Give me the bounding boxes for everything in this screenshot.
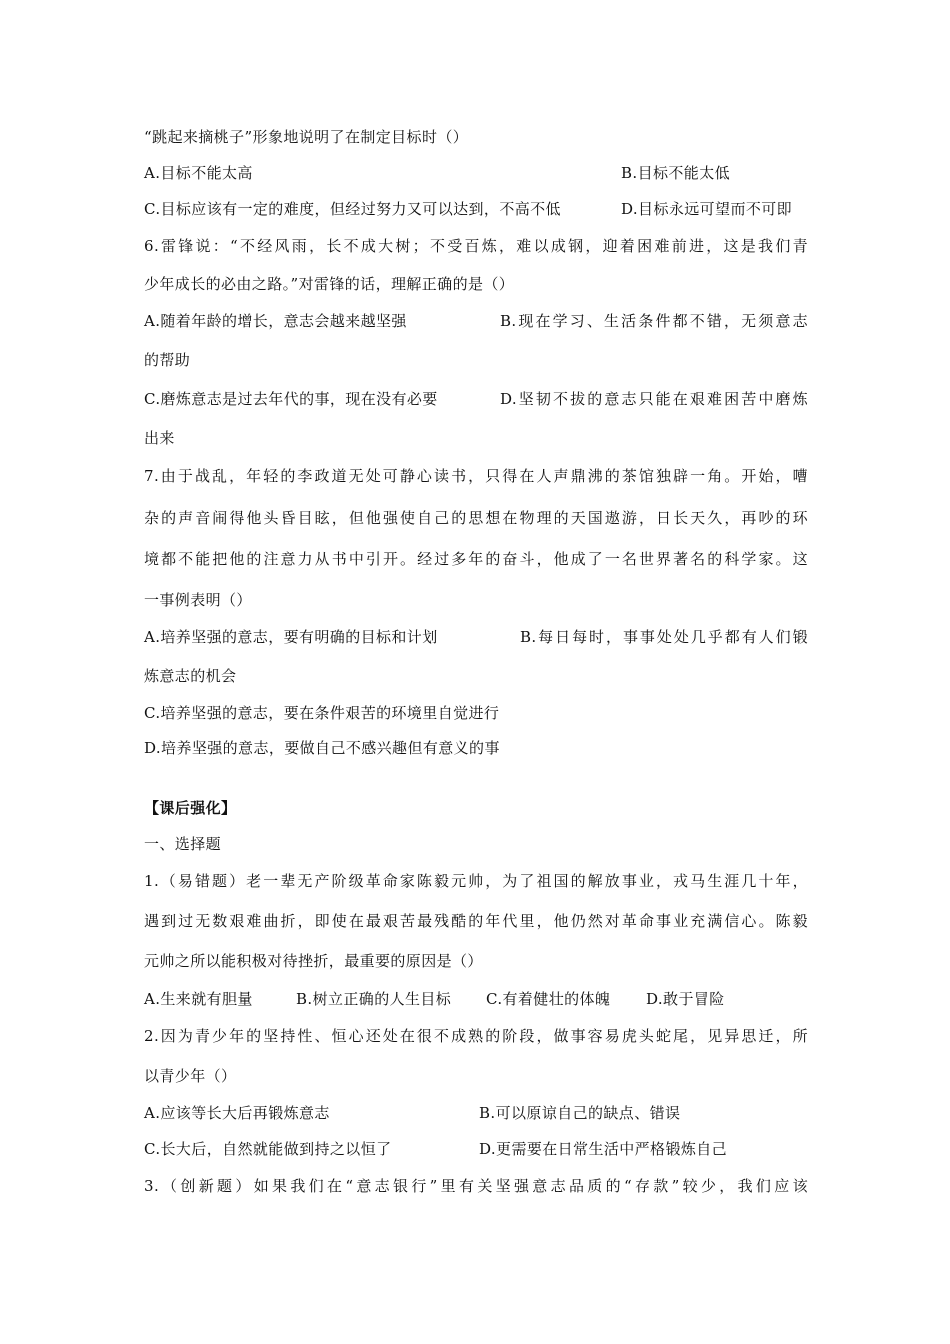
section-question-1-stem-line-3: 元帅之所以能积极对待挫折，最重要的原因是（）: [144, 952, 483, 970]
question-5-option-c: C.目标应该有一定的难度，但经过努力又可以达到，不高不低: [144, 200, 561, 218]
section-title: 【课后强化】: [144, 799, 237, 817]
question-6-option-d-line-2: 出来: [144, 429, 175, 447]
section-question-2-stem-line-1: 2.因为青少年的坚持性、恒心还处在很不成熟的阶段，做事容易虎头蛇尾，见异思迁，所: [144, 1027, 808, 1045]
question-7-option-b-line-1: B.每日每时，事事处处几乎都有人们锻: [520, 628, 808, 646]
section-question-2-option-b: B.可以原谅自己的缺点、错误: [479, 1104, 681, 1122]
section-question-1-option-b: B.树立正确的人生目标: [296, 990, 452, 1008]
document-page: [144, 0, 808, 1344]
question-6-stem-line-2: 少年成长的必由之路。”对雷锋的话，理解正确的是（）: [144, 275, 515, 293]
section-question-1-option-c: C.有着健壮的体魄: [486, 990, 611, 1008]
section-question-1-option-d: D.敢于冒险: [646, 990, 725, 1008]
section-question-3-stem-line-1: 3.（创新题）如果我们在“意志银行”里有关坚强意志品质的“存款”较少，我们应该: [144, 1177, 808, 1195]
question-5-option-a: A.目标不能太高: [144, 164, 253, 182]
question-7-stem-line-1: 7.由于战乱，年轻的李政道无处可静心读书，只得在人声鼎沸的茶馆独辟一角。开始，嘈: [144, 467, 808, 485]
section-question-2-option-d: D.更需要在日常生活中严格锻炼自己: [479, 1140, 728, 1158]
section-question-2-option-a: A.应该等长大后再锻炼意志: [144, 1104, 330, 1122]
question-6-option-c: C.磨炼意志是过去年代的事，现在没有必要: [144, 390, 438, 408]
question-6-stem-line-1: 6.雷锋说：“不经风雨，长不成大树；不受百炼，难以成钢，迎着困难前进，这是我们青: [144, 237, 808, 255]
section-question-1-stem-line-2: 遇到过无数艰难曲折，即使在最艰苦最残酷的年代里，他仍然对革命事业充满信心。陈毅: [144, 912, 808, 930]
section-question-2-stem-line-2: 以青少年（）: [144, 1067, 237, 1085]
section-question-1-stem-line-1: 1.（易错题）老一辈无产阶级革命家陈毅元帅，为了祖国的解放事业，戎马生涯几十年，: [144, 872, 808, 890]
question-7-option-a: A.培养坚强的意志，要有明确的目标和计划: [144, 628, 438, 646]
question-7-option-d: D.培养坚强的意志，要做自己不感兴趣但有意义的事: [144, 739, 500, 757]
section-question-2-option-c: C.长大后，自然就能做到持之以恒了: [144, 1140, 392, 1158]
question-7-stem-line-3: 境都不能把他的注意力从书中引开。经过多年的奋斗，他成了一名世界著名的科学家。这: [144, 550, 808, 568]
question-6-option-b-line-1: B.现在学习、生活条件都不错，无须意志: [500, 312, 808, 330]
question-7-option-c: C.培养坚强的意志，要在条件艰苦的环境里自觉进行: [144, 704, 500, 722]
question-5-option-d: D.目标永远可望而不可即: [621, 200, 793, 218]
question-5-stem: “跳起来摘桃子”形象地说明了在制定目标时（）: [144, 128, 469, 146]
question-6-option-b-line-2: 的帮助: [144, 351, 191, 369]
question-5-option-b: B.目标不能太低: [621, 164, 730, 182]
question-6-option-d-line-1: D.坚韧不拔的意志只能在艰难困苦中磨炼: [500, 390, 808, 408]
question-7-stem-line-4: 一事例表明（）: [144, 591, 252, 609]
question-7-option-b-line-2: 炼意志的机会: [144, 667, 237, 685]
question-7-stem-line-2: 杂的声音闹得他头昏目眩，但他强使自己的思想在物理的天国遨游，日长天久，再吵的环: [144, 509, 808, 527]
section-subtitle: 一、选择题: [144, 835, 222, 853]
section-question-1-option-a: A.生来就有胆量: [144, 990, 253, 1008]
question-6-option-a: A.随着年龄的增长，意志会越来越坚强: [144, 312, 407, 330]
